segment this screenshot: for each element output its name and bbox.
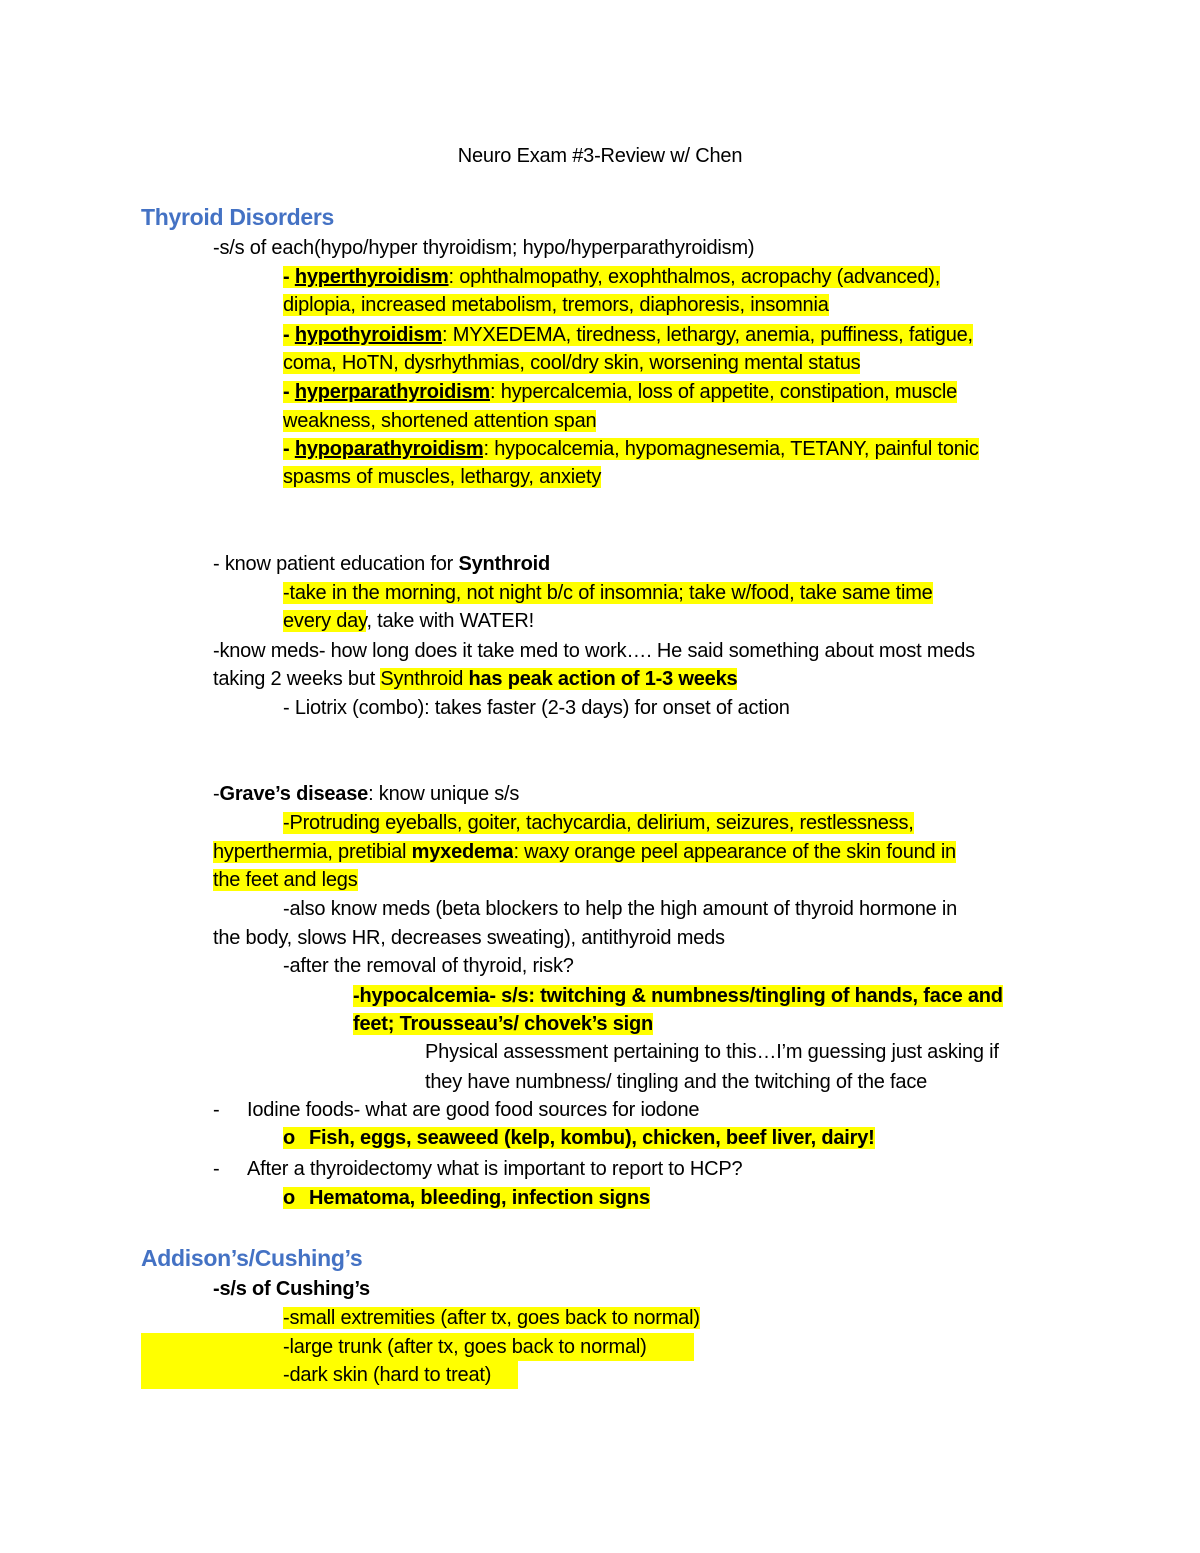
hl-segment: : hypocalcemia, hypomagnesemia, TETANY, painful tonic [483,438,979,460]
hl-segment: -take in the morning, not night b/c of insomnia; take w/food, take same time [283,582,933,604]
hl-segment: -dark skin (hard to treat) [283,1364,492,1386]
risk-line: -after the removal of thyroid, risk? [283,955,574,977]
hypoparathyroidism-line-1 [283,435,979,463]
physical-assessment-line-1: Physical assessment pertaining to this…I’m guessing just asking if [425,1041,999,1063]
graves-meds-line-1: -also know meds (beta blockers to help the high amount of thyroid hormone in [283,898,958,920]
bullet-dash: - [213,1158,220,1180]
circle-bullet: o [283,1127,309,1149]
thyroidectomy-answer-line [283,1184,650,1212]
hl-segment: weakness, shortened attention span [283,410,597,432]
hypothyroidism-line-1 [283,321,973,349]
text-segment: - [213,783,220,805]
text-segment: - know patient education for [213,553,459,575]
hl-segment: coma, HoTN, dysrhythmias, cool/dry skin, worsening mental status [283,352,861,374]
graves-term: Grave’s disease [219,783,369,805]
hyperthyroidism-line-2 [283,291,829,319]
hl-segment: -Protruding eyeballs, goiter, tachycardia, delirium, seizures, restlessness, [283,812,914,834]
hypothyroidism-term: hypothyroidism [294,324,443,346]
hypoparathyroidism-term: hypoparathyroidism [294,438,484,460]
hypocalcemia-line-1 [353,982,1003,1010]
synthroid-take-line-1 [283,579,933,607]
thyroidectomy-question: After a thyroidectomy what is important to report to HCP? [247,1158,743,1180]
thyroidectomy-answer: Hematoma, bleeding, infection signs [309,1187,650,1209]
hl-segment: -hypocalcemia- s/s: twitching & numbness/tingling of hands, face and [353,985,1003,1007]
thyroid-ss-line: -s/s of each(hypo/hyper thyroidism; hypo/hyperparathyroidism) [213,237,755,259]
physical-assessment-line-2: they have numbness/ tingling and the twitching of the face [425,1071,928,1093]
synthroid-term: Synthroid [458,553,550,575]
hl-segment: feet; Trousseau’s/ chovek’s sign [353,1013,654,1035]
bullet-dash: - [213,1099,220,1121]
hyperparathyroidism-line-1 [283,378,957,406]
hl-segment: : waxy orange peel appearance of the skin found in [513,841,956,863]
hl-segment: - [283,438,295,460]
hypoparathyroidism-line-2 [283,463,601,491]
hl-segment: : hypercalcemia, loss of appetite, constipation, muscle [489,381,958,403]
liotrix-line: - Liotrix (combo): takes faster (2-3 days) for onset of action [283,697,790,719]
hl-segment: hyperthermia, pretibial [213,841,412,863]
hypothyroidism-line-2 [283,349,860,377]
hl-segment: every day [283,610,367,632]
graves-ss-line-1 [283,809,914,837]
iodine-answer-line [283,1124,875,1152]
hl-segment: spasms of muscles, lethargy, anxiety [283,466,602,488]
iodine-answer: Fish, eggs, seaweed (kelp, kombu), chicken, beef liver, dairy! [309,1127,875,1149]
text-segment: taking 2 weeks but [213,668,381,690]
circle-bullet: o [283,1187,309,1209]
cushing-item-2 [283,1333,647,1361]
hyperthyroidism-term: hyperthyroidism [294,266,449,288]
graves-line [213,780,519,808]
text-segment: : know unique s/s [368,783,520,805]
graves-ss-line-2 [213,838,956,866]
cushing-item-1 [283,1304,700,1332]
hl-segment: the feet and legs [213,869,358,891]
hl-segment: - [283,266,295,288]
hl-segment: - [283,324,295,346]
hl-segment: : ophthalmopathy, exophthalmos, acropachy (advanced), [448,266,941,288]
peak-action-text: has peak action of 1-3 weeks [468,668,738,690]
cushing-item-3 [283,1361,491,1389]
graves-ss-line-3 [213,866,358,894]
section-heading-thyroid: Thyroid Disorders [141,204,334,230]
iodine-question: Iodine foods- what are good food sources for iodone [247,1099,700,1121]
hyperparathyroidism-line-2 [283,407,596,435]
hl-segment: : MYXEDEMA, tiredness, lethargy, anemia, puffiness, fatigue, [442,324,973,346]
myxedema-term: myxedema [411,841,514,863]
hyperparathyroidism-term: hyperparathyroidism [294,381,490,403]
hl-segment: - [283,381,295,403]
hl-segment: Synthroid [380,668,469,690]
hypocalcemia-line-2 [353,1010,653,1038]
hl-segment: -small extremities (after tx, goes back to normal) [283,1307,700,1329]
page-title: Neuro Exam #3-Review w/ Chen [457,145,743,167]
cushing-ss-line: -s/s of Cushing’s [213,1278,370,1300]
synthroid-take-line-2 [283,607,534,635]
meds-line-2 [213,665,737,693]
section-heading-addison-cushing: Addison’s/Cushing’s [141,1245,363,1271]
synthroid-education-line [213,550,550,578]
hl-segment: -large trunk (after tx, goes back to normal) [283,1336,647,1358]
text-segment: , take with WATER! [366,610,534,632]
hyperthyroidism-line-1 [283,263,940,291]
hl-segment: diplopia, increased metabolism, tremors, diaphoresis, insomnia [283,294,829,316]
meds-line-1: -know meds- how long does it take med to work…. He said something about most meds [213,640,975,662]
graves-meds-line-2: the body, slows HR, decreases sweating), antithyroid meds [213,927,725,949]
